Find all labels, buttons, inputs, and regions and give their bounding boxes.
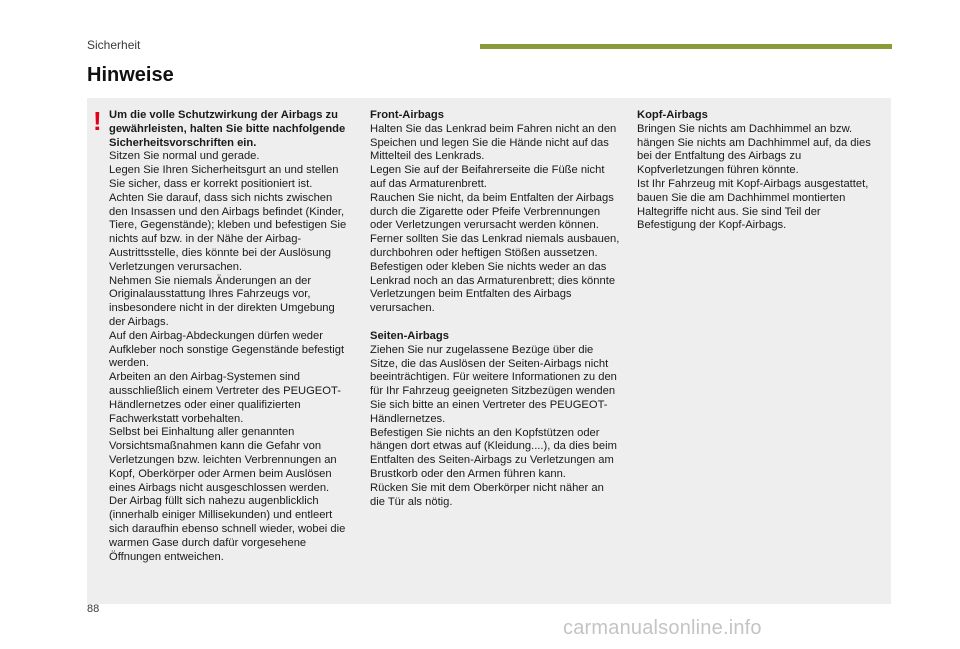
rule-paragraph: Arbeiten an den Airbag-Systemen sind ausschließlich einem Vertreter des PEUGEOT-Händlernetzes oder einer qualifizierten Fachwerkstatt vorbehalten. bbox=[109, 371, 341, 425]
exclamation-warning-icon: ! bbox=[93, 106, 102, 136]
side-airbags-section bbox=[370, 330, 620, 509]
side-airbags-paragraph: Rücken Sie mit dem Oberkörper nicht näher an die Tür als nötig. bbox=[370, 481, 604, 508]
rule-paragraph: Selbst bei Einhaltung aller genannten Vorsichtsmaßnahmen kann die Gefahr von Verletzungen bzw. leichten Verbrennungen an Kopf, Oberkörper oder Armen beim Auslösen eines Airbags nicht ausgeschlossen werden. bbox=[109, 426, 337, 494]
page-title: Hinweise bbox=[87, 64, 174, 86]
section-label: Sicherheit bbox=[87, 38, 141, 52]
rule-paragraph: Nehmen Sie niemals Änderungen an der Originalausstattung Ihres Fahrzeugs vor, insbesondere nicht in der direkten Umgebung der Airbags. bbox=[109, 274, 335, 328]
rule-paragraph: Der Airbag füllt sich nahezu augenblicklich (innerhalb einiger Millisekunden) und entleert sich daraufhin ebenso schnell wieder, wobei die warmen Gase durch dafür vorgesehene Öffnungen entweichen. bbox=[109, 495, 346, 563]
side-airbags-paragraph: Ziehen Sie nur zugelassene Bezüge über die Sitze, die das Auslösen der Seiten-Airbags nicht beeinträchtigen. Für weitere Informationen zu den für Ihr Fahrzeug geeigneten Sitzbezügen wenden Sie sich bitte an einen Vertreter des PEUGEOT-Händlernetzes. bbox=[370, 343, 617, 425]
column-general-rules bbox=[109, 109, 354, 564]
side-airbags-paragraph: Befestigen Sie nichts an den Kopfstützen oder hängen dort etwas auf (Kleidung....), da dies beim Entfalten des Seiten-Airbags zu Verletzungen am Brustkorb oder den Armen führen kann. bbox=[370, 426, 617, 480]
column-head-airbags bbox=[637, 109, 882, 233]
front-airbags-paragraph: Rauchen Sie nicht, da beim Entfalten der Airbags durch die Zigarette oder Pfeife Verbrennungen oder Verletzungen verursacht werden können. bbox=[370, 191, 614, 232]
watermark-text: carmanualsonline.info bbox=[563, 617, 762, 639]
front-airbags-heading: Front-Airbags bbox=[370, 109, 444, 121]
head-airbags-heading: Kopf-Airbags bbox=[637, 109, 708, 121]
side-airbags-heading: Seiten-Airbags bbox=[370, 329, 449, 342]
front-airbags-section bbox=[370, 109, 620, 316]
front-airbags-paragraph: Legen Sie auf der Beifahrerseite die Füße nicht auf das Armaturenbrett. bbox=[370, 164, 605, 190]
front-airbags-paragraph: Halten Sie das Lenkrad beim Fahren nicht an den Speichen und legen Sie die Hände nicht auf das Mittelteil des Lenkrads. bbox=[370, 122, 617, 163]
head-airbags-paragraph: Ist Ihr Fahrzeug mit Kopf-Airbags ausgestattet, bauen Sie die am Dachhimmel montierten Haltegriffe nicht aus. Sie sind Teil der Befestigung der Kopf-Airbags. bbox=[637, 177, 869, 232]
head-airbags-paragraph: Bringen Sie nichts am Dachhimmel an bzw. hängen Sie nichts am Dachhimmel auf, da dies bei der Entfaltung des Airbags zu Kopfverletzungen führen könnte. bbox=[637, 122, 871, 177]
intro-text: Um die volle Schutzwirkung der Airbags zu gewährleisten, halten Sie bitte nachfolgende Sicherheitsvorschriften ein. bbox=[109, 109, 346, 149]
front-airbags-paragraph: Befestigen oder kleben Sie nichts weder an das Lenkrad noch an das Armaturenbrett; dies könnte Verletzungen beim Entfalten des Airbags verursachen. bbox=[370, 260, 616, 315]
column-front-side-airbags bbox=[370, 109, 620, 509]
rule-paragraph: Legen Sie Ihren Sicherheitsgurt an und stellen Sie sicher, dass er korrekt positioniert ist. bbox=[109, 164, 339, 190]
rule-paragraph: Sitzen Sie normal und gerade. bbox=[109, 150, 260, 163]
front-airbags-paragraph: Ferner sollten Sie das Lenkrad niemals ausbauen, durchbohren oder heftigen Stößen aussetzen. bbox=[370, 233, 620, 259]
head-airbags-section bbox=[637, 109, 882, 233]
page-number: 88 bbox=[87, 603, 100, 615]
rule-paragraph: Auf den Airbag-Abdeckungen dürfen weder Aufkleber noch sonstige Gegenstände befestigt werden. bbox=[109, 329, 345, 370]
section-accent-bar bbox=[480, 44, 892, 49]
rule-paragraph: Achten Sie darauf, dass sich nichts zwischen den Insassen und den Airbags befindet (Kinder, Tiere, Gegenstände); kleben und befestigen Sie nichts auf bzw. in der Nähe der Airbag-Austrittsstelle, dies könnte bei der Auslösung Verletzungen verursachen. bbox=[109, 191, 347, 273]
